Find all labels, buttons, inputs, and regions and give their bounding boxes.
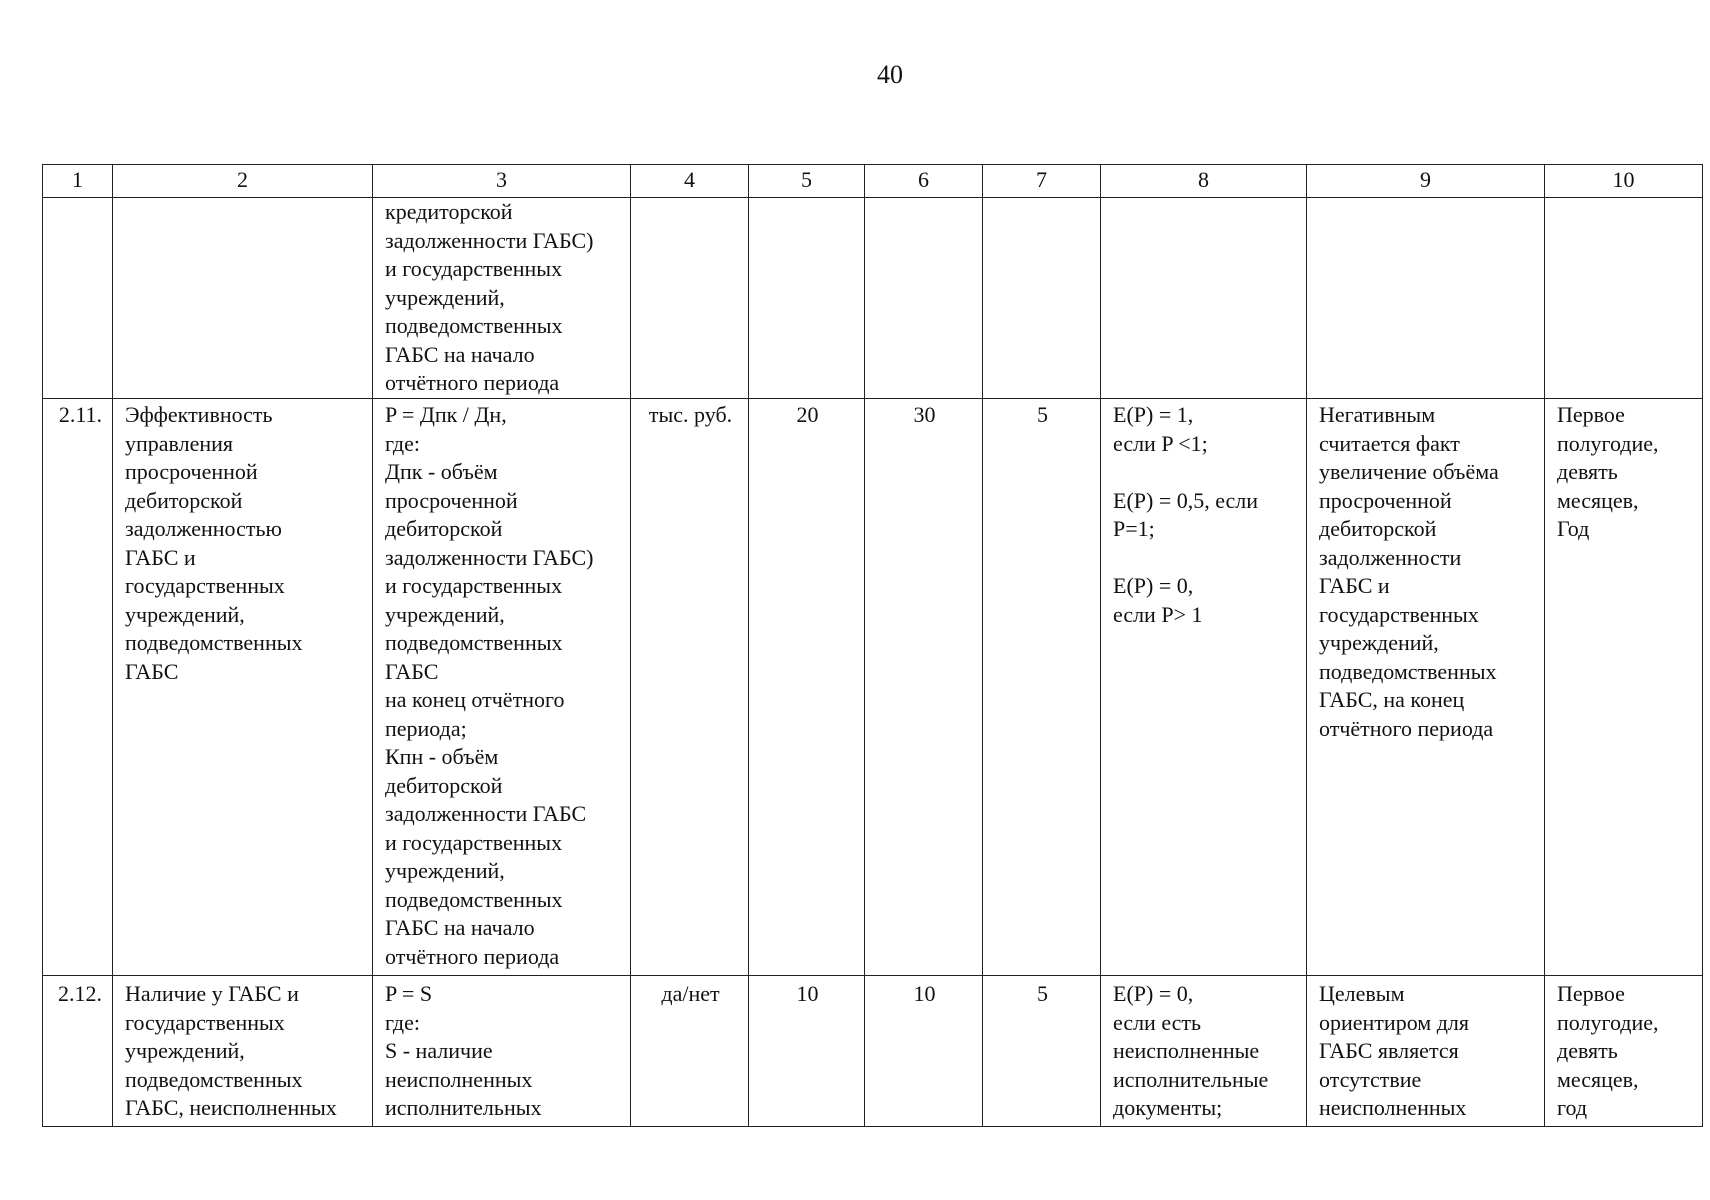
col6-cell <box>865 198 983 399</box>
col7-cell: 5 <box>983 399 1101 976</box>
col5-cell <box>749 198 865 399</box>
col7-cell <box>983 198 1101 399</box>
header-cell: 6 <box>865 165 983 198</box>
row-number-cell <box>43 198 113 399</box>
indicators-table <box>42 164 1703 1127</box>
evaluation-cell: E(P) = 1, если P <1; E(P) = 0,5, если P=1; E(P) = 0, если P> 1 <box>1101 399 1307 976</box>
period-cell <box>1545 198 1703 399</box>
header-cell: 4 <box>631 165 749 198</box>
evaluation-cell <box>1101 198 1307 399</box>
header-cell: 9 <box>1307 165 1545 198</box>
header-cell: 3 <box>373 165 631 198</box>
header-cell: 8 <box>1101 165 1307 198</box>
table-row-2-11 <box>43 399 1703 976</box>
row-number-cell: 2.12. <box>43 976 113 1127</box>
indicator-name-cell <box>113 198 373 399</box>
period-cell: Первое полугодие, девять месяцев, год <box>1545 976 1703 1127</box>
header-cell: 5 <box>749 165 865 198</box>
row-number-cell: 2.11. <box>43 399 113 976</box>
evaluation-cell: E(P) = 0, если есть неисполненные исполнительные документы; <box>1101 976 1307 1127</box>
comment-cell: Целевым ориентиром для ГАБС является отсутствие неисполненных <box>1307 976 1545 1127</box>
unit-cell: да/нет <box>631 976 749 1127</box>
col5-cell: 20 <box>749 399 865 976</box>
unit-cell <box>631 198 749 399</box>
col6-cell: 30 <box>865 399 983 976</box>
formula-cell: P = Дпк / Дн, где: Дпк - объём просроченной дебиторской задолженности ГАБС) и государственных учреждений, подведомственных ГАБС на конец отчётного периода; Кпн - объём дебиторской задолженности ГАБС и государственных учреждений, подведомственных ГАБС на начало отчётного периода <box>373 399 631 976</box>
col5-cell: 10 <box>749 976 865 1127</box>
indicator-name-cell: Наличие у ГАБС и государственных учреждений, подведомственных ГАБС, неисполненных <box>113 976 373 1127</box>
col6-cell: 10 <box>865 976 983 1127</box>
formula-cell: кредиторской задолженности ГАБС) и государственных учреждений, подведомственных ГАБС на начало отчётного периода <box>373 198 631 399</box>
comment-cell <box>1307 198 1545 399</box>
header-cell: 7 <box>983 165 1101 198</box>
period-cell: Первое полугодие, девять месяцев, Год <box>1545 399 1703 976</box>
col7-cell: 5 <box>983 976 1101 1127</box>
formula-cell: P = S где: S - наличие неисполненных исполнительных <box>373 976 631 1127</box>
header-cell: 2 <box>113 165 373 198</box>
unit-cell: тыс. руб. <box>631 399 749 976</box>
page-number: 40 <box>877 60 903 89</box>
table-row-2-12 <box>43 976 1703 1127</box>
table-header-row <box>43 165 1703 198</box>
header-cell: 1 <box>43 165 113 198</box>
indicator-name-cell: Эффективность управления просроченной дебиторской задолженностью ГАБС и государственных учреждений, подведомственных ГАБС <box>113 399 373 976</box>
comment-cell: Негативным считается факт увеличение объёма просроченной дебиторской задолженности ГАБС и государственных учреждений, подведомственных ГАБС, на конец отчётного периода <box>1307 399 1545 976</box>
header-cell: 10 <box>1545 165 1703 198</box>
table-row-continuation <box>43 198 1703 399</box>
